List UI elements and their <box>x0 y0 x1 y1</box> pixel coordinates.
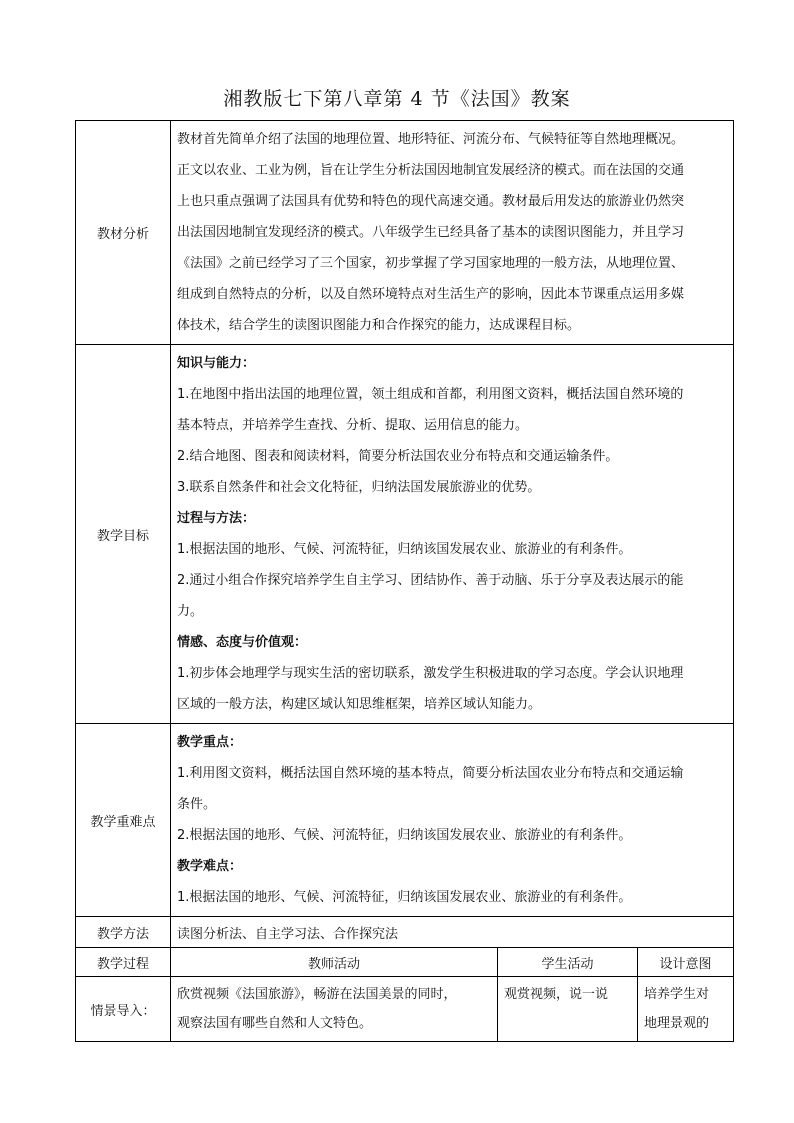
text-line: 3.联系自然条件和社会文化特征，归纳法国发展旅游业的优势。 <box>177 480 541 495</box>
header-student-activity: 学生活动 <box>498 948 638 977</box>
row-process-header <box>76 948 734 977</box>
text-line: 正文以农业、工业为例，旨在让学生分析法国因地制宜发展经济的模式。而在法国的交通 <box>177 163 685 178</box>
header-teacher-activity: 教师活动 <box>171 948 498 977</box>
text-line: 2.根据法国的地形、气候、河流特征，归纳该国发展农业、旅游业的有利条件。 <box>177 828 632 843</box>
text-line: 1.根据法国的地形、气候、河流特征，归纳该国发展农业、旅游业的有利条件。 <box>177 542 632 557</box>
text-line: 《法国》之前已经学习了三个国家，初步掌握了学习国家地理的一般方法，从地理位置、 <box>177 256 685 271</box>
text-line: 1.利用图文资料，概括法国自然环境的基本特点，简要分析法国农业分布特点和交通运输 <box>177 766 684 781</box>
text-line: 区域的一般方法，构建区域认知思维框架，培养区域认知能力。 <box>177 697 542 712</box>
text-line: 地理景观的 <box>644 1016 710 1031</box>
text-line: 2.结合地图、图表和阅读材料，简要分析法国农业分布特点和交通运输条件。 <box>177 449 619 464</box>
text-line: 观察法国有哪些自然和人文特色。 <box>177 1016 373 1031</box>
text-line: 1.根据法国的地形、气候、河流特征，归纳该国发展农业、旅游业的有利条件。 <box>177 890 632 905</box>
teaching-goals-content <box>171 345 734 724</box>
row-teaching-methods <box>76 917 734 948</box>
text-line: 基本特点，并培养学生查找、分析、提取、运用信息的能力。 <box>177 418 529 433</box>
text-line: 欣赏视频《法国旅游》，畅游在法国美景的同时， <box>177 987 457 1002</box>
row-scenario-intro <box>76 977 734 1042</box>
subheading-emotion: 情感、态度与价值观： <box>177 635 308 650</box>
text-line: 教材首先简单介绍了法国的地理位置、地形特征、河流分布、气候特征等自然地理概况。 <box>177 132 685 147</box>
text-line: 观赏视频，说一说 <box>504 987 609 1002</box>
text-line: 条件。 <box>177 797 217 812</box>
teacher-activity-cell <box>171 977 498 1042</box>
label-teaching-goals: 教学目标 <box>76 345 171 724</box>
row-teaching-goals <box>76 345 734 724</box>
page-title: 湘教版七下第八章第 4 节《法国》教案 <box>223 88 571 110</box>
header-design-intent: 设计意图 <box>638 948 734 977</box>
text-line: 培养学生对 <box>644 987 710 1002</box>
label-material-analysis: 教材分析 <box>76 121 171 345</box>
label-key-points: 教学重难点 <box>76 724 171 917</box>
text-line: 组成到自然特点的分析，以及自然环境特点对生活生产的影响，因此本节课重点运用多媒 <box>177 287 685 302</box>
text-line: 1.初步体会地理学与现实生活的密切联系，激发学生积极进取的学习态度。学会认识地理 <box>177 666 684 681</box>
text-line: 力。 <box>177 604 204 619</box>
subheading-knowledge: 知识与能力： <box>177 356 256 371</box>
label-teaching-process: 教学过程 <box>76 948 171 977</box>
lesson-plan-table <box>75 120 734 1042</box>
subheading-key: 教学重点： <box>177 735 243 750</box>
label-teaching-methods: 教学方法 <box>76 917 171 948</box>
text-line: 出法国因地制宜发现经济的模式。八年级学生已经具备了基本的读图识图能力，并且学习 <box>177 225 685 240</box>
student-activity-cell <box>498 977 638 1042</box>
key-points-content <box>171 724 734 917</box>
subheading-difficult: 教学难点： <box>177 859 243 874</box>
text-line: 2.通过小组合作探究培养学生自主学习、团结协作、善于动脑、乐于分享及表达展示的能 <box>177 573 684 588</box>
row-material-analysis <box>76 121 734 345</box>
row-key-points <box>76 724 734 917</box>
text-line: 体技术，结合学生的读图识图能力和合作探究的能力，达成课程目标。 <box>177 318 581 333</box>
text-line: 1.在地图中指出法国的地理位置，领土组成和首都，利用图文资料，概括法国自然环境的 <box>177 387 684 402</box>
subheading-process: 过程与方法： <box>177 511 256 526</box>
material-analysis-content <box>171 121 734 345</box>
teaching-methods-content: 读图分析法、自主学习法、合作探究法 <box>171 917 734 948</box>
design-intent-cell <box>638 977 734 1042</box>
label-scenario-intro: 情景导入： <box>76 977 171 1042</box>
text-line: 上也只重点强调了法国具有优势和特色的现代高速交通。教材最后用发达的旅游业仍然突 <box>177 194 685 209</box>
